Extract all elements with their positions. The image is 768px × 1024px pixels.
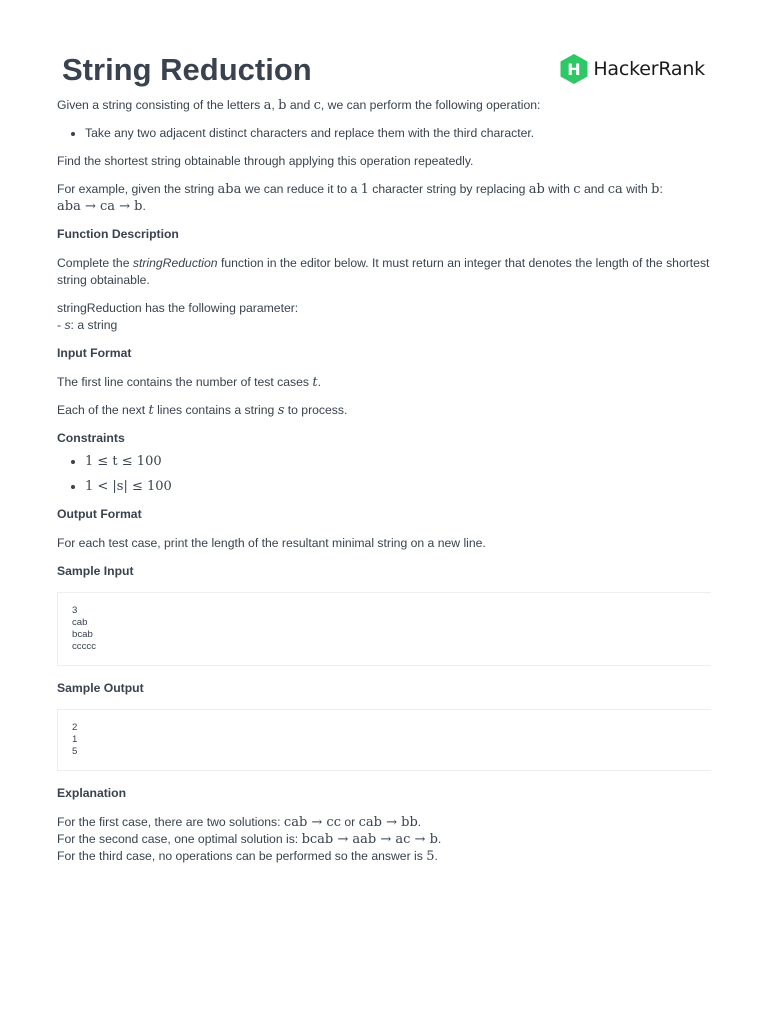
explanation-line: or — [341, 815, 359, 829]
math-inline: aba — [217, 182, 242, 197]
math-inline: ca — [607, 182, 623, 197]
intro-text: , we can perform the following operation: — [320, 98, 541, 112]
hexagon-logo-icon — [559, 53, 589, 85]
find-paragraph: Find the shortest string obtainable through applying this operation repeatedly. — [57, 154, 474, 168]
desc-text: Complete the — [57, 256, 133, 270]
list-item: • 1 ≤ t ≤ 100 — [85, 453, 711, 470]
math-inline: cab → cc — [283, 815, 341, 830]
math-c: c — [313, 98, 321, 113]
hackerrank-logo — [559, 52, 705, 86]
intro-sep: , — [271, 98, 279, 112]
math-var: s — [277, 403, 285, 418]
code-line: 5 — [72, 746, 78, 757]
sample-input-block — [57, 592, 711, 666]
problem-page — [57, 48, 711, 876]
code-line: 2 — [72, 722, 78, 733]
list-item: • 1 < |s| ≤ 100 — [85, 478, 711, 495]
logo-text: HackerRank — [593, 57, 705, 80]
explanation-line: . — [437, 832, 442, 846]
example-text: For example, given the string — [57, 182, 218, 196]
input-format-heading: Input Format — [57, 346, 132, 360]
param-name: s — [64, 318, 71, 332]
example-text: and — [580, 182, 608, 196]
code-line: bcab — [72, 629, 93, 640]
page-title: String Reduction — [62, 52, 312, 87]
math-var: t — [148, 403, 154, 418]
example-text: character string by replacing — [368, 182, 529, 196]
input-line-1 — [57, 374, 711, 391]
logo-glyph: H — [567, 60, 582, 79]
intro-sep: and — [286, 98, 314, 112]
math-inline: cab → bb — [358, 815, 418, 830]
math-inline: 1 — [360, 182, 369, 197]
input-text: to process. — [284, 403, 348, 417]
function-name: stringReduction — [132, 256, 218, 270]
function-description-heading: Function Description — [57, 227, 179, 241]
math-b: b — [278, 98, 287, 113]
explanation-line: . — [417, 815, 422, 829]
example-text: with — [622, 182, 652, 196]
input-text: Each of the next — [57, 403, 149, 417]
operation-list — [57, 125, 711, 142]
explanation-heading: Explanation — [57, 786, 127, 800]
example-paragraph — [57, 181, 711, 215]
sample-output-block — [57, 709, 711, 771]
explanation-text — [57, 814, 711, 865]
sample-input-heading: Sample Input — [57, 564, 134, 578]
math-reduction: aba → ca → b — [57, 199, 143, 214]
param-desc: : a string — [70, 318, 118, 332]
parameter-block — [57, 300, 711, 334]
desc-text: function in the editor below. It must return an integer that denotes the length of the shortest string obtainable. — [57, 256, 710, 287]
math-var: t — [312, 375, 318, 390]
intro-text: Given a string consisting of the letters — [57, 98, 264, 112]
input-text: . — [317, 375, 322, 389]
explanation-line: For the third case, no operations can be performed so the answer is — [57, 849, 427, 863]
list-item: • Take any two adjacent distinct characters and replace them with the third character. — [85, 125, 711, 142]
code-line: cab — [72, 617, 88, 628]
code-line: 1 — [72, 734, 78, 745]
math-inline: c — [573, 182, 581, 197]
param-line: stringReduction has the following parameter: — [57, 301, 299, 315]
output-format-heading: Output Format — [57, 507, 142, 521]
explanation-line: . — [434, 849, 438, 863]
intro-paragraph — [57, 97, 711, 114]
param-dash: - — [57, 318, 65, 332]
header — [57, 48, 711, 92]
code-line: 3 — [72, 605, 78, 616]
example-text: we can reduce it to a — [241, 182, 361, 196]
constraints-heading: Constraints — [57, 431, 125, 445]
input-line-2 — [57, 402, 711, 419]
function-description-text — [57, 255, 711, 289]
example-text: with — [544, 182, 574, 196]
math-inline: 5 — [426, 849, 435, 864]
math-inline: ab — [528, 182, 545, 197]
explanation-line: For the first case, there are two solutions: — [57, 815, 284, 829]
math-inline: bcab → aab → ac → b — [301, 832, 438, 847]
output-format-text: For each test case, print the length of the resultant minimal string on a new line. — [57, 536, 486, 550]
input-text: lines contains a string — [153, 403, 278, 417]
input-text: The first line contains the number of test cases — [57, 375, 313, 389]
sample-output-heading: Sample Output — [57, 681, 144, 695]
code-line: ccccc — [72, 641, 96, 652]
constraints-list — [57, 453, 711, 495]
math-a: a — [263, 98, 272, 113]
explanation-line: For the second case, one optimal solution is: — [57, 832, 302, 846]
example-text: . — [142, 199, 146, 213]
math-inline: b — [651, 182, 660, 197]
example-text: : — [659, 182, 663, 196]
